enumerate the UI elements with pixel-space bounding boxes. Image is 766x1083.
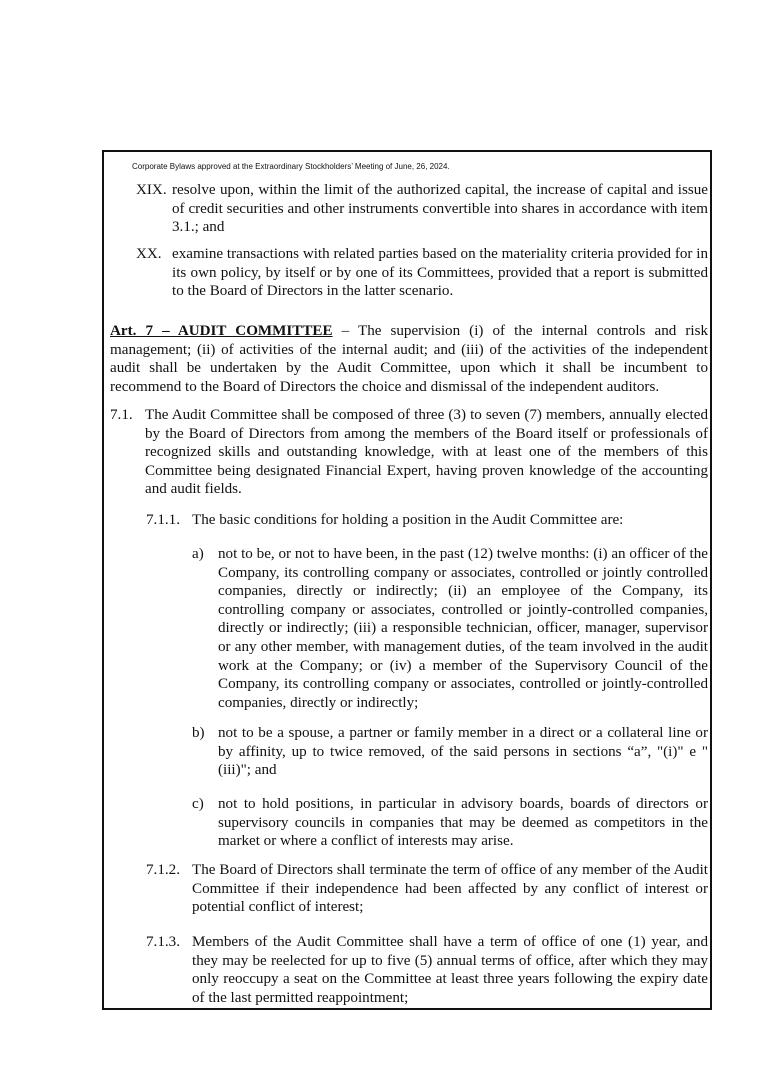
section-7-1-number: 7.1.: [110, 407, 133, 423]
condition-b-text: not to be a spouse, a partner or family member in a direct or a collateral line or by affinity, up to twice removed, of the said persons in sections “a”, "(i)" e "(iii)"; and: [218, 725, 708, 779]
article-7-text: – The supervision (i) of the internal controls and risk management; (ii) of activities of the internal audit; and (iii) of the activities of the independent audit shall be undertaken by the Audit Committee, upon which it shall be incumbent to recommend to the Board of Directors the choice and dismissal of the independent auditors.: [110, 323, 708, 395]
condition-b-label: b): [192, 725, 205, 741]
section-7-1-3-number: 7.1.3.: [146, 934, 180, 950]
section-7-1-2-number: 7.1.2.: [146, 862, 180, 878]
section-7-1-1-number: 7.1.1.: [146, 512, 180, 528]
item-xx-text: examine transactions with related parties based on the materiality criteria provided for in its own policy, by itself or by one of its Committees, provided that a report is submitted to the Board of Directors in the latter scenario.: [172, 246, 708, 300]
condition-a-label: a): [192, 546, 204, 562]
section-7-1-text: The Audit Committee shall be composed of three (3) to seven (7) members, annually elected by the Board of Directors from among the members of the Board itself or professionals of recognized skills and outstanding knowledge, with at least one of the members of this Committee being designated Financial Expert, having proven knowledge of the accounting and audit fields.: [145, 407, 708, 498]
item-xix-number: XIX.: [136, 182, 167, 198]
item-xix-text: resolve upon, within the limit of the authorized capital, the increase of capital and issue of credit securities and other instruments convertible into shares in accordance with item 3.1.; and: [172, 182, 708, 236]
section-7-1-2-text: The Board of Directors shall terminate the term of office of any member of the Audit Committee if their independence had been affected by any conflict of interest or potential conflict of interest;: [192, 862, 708, 916]
condition-c-label: c): [192, 796, 204, 812]
condition-a-text: not to be, or not to have been, in the past (12) twelve months: (i) an officer of the Company, its controlling company or associates, controlled or jointly controlled companies, directly or indirectly; (ii) an employee of the Company, its controlling company or associates, controlled or jointly-controlled companies, directly or indirectly; (iii) a responsible technician, officer, manager, supervisor or any other member, with management duties, of the team involved in the audit work at the Company; or (iv) a member of the Supervisory Council of the Company, its controlling company or associates, controlled or jointly-controlled companies, directly or indirectly;: [218, 546, 708, 711]
header-note: Corporate Bylaws approved at the Extraordinary Stockholders’ Meeting of June, 26, 2024.: [132, 162, 450, 171]
article-7-title: Art. 7 – AUDIT COMMITTEE: [110, 323, 333, 339]
section-7-1-1-text: The basic conditions for holding a position in the Audit Committee are:: [192, 512, 624, 528]
condition-c-text: not to hold positions, in particular in advisory boards, boards of directors or supervisory councils in companies that may be deemed as competitors in the market or where a conflict of interests may arise.: [218, 796, 708, 850]
item-xx-number: XX.: [136, 246, 162, 262]
section-7-1-3-text: Members of the Audit Committee shall have a term of office of one (1) year, and they may be reelected for up to five (5) annual terms of office, after which they may only reoccupy a seat on the Committee at least three years following the expiry date of the last permitted reappointment;: [192, 934, 708, 1006]
article-7-paragraph: [110, 322, 708, 396]
